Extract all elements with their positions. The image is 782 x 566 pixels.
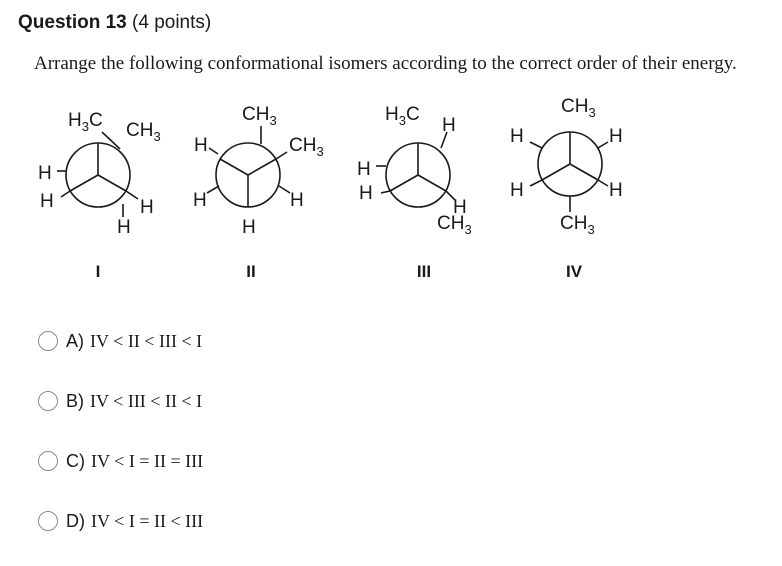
option-c[interactable] <box>38 448 203 474</box>
methyl-label: $CH_3$ <box>437 213 472 237</box>
hydrogen-label: H <box>609 180 623 201</box>
radio-button[interactable] <box>38 391 58 411</box>
hydrogen-label: H <box>510 126 524 147</box>
newman-projection-iii <box>376 132 455 207</box>
hydrogen-label: H <box>290 190 304 211</box>
option-text: IV < III < II < I <box>90 390 203 411</box>
option-letter: C) <box>66 450 85 471</box>
option-text: IV < I = II = III <box>91 450 204 471</box>
hydrogen-label: H <box>193 190 207 211</box>
option-text: IV < I = II < III <box>91 510 204 531</box>
option-text: IV < II < III < I <box>90 330 203 351</box>
hydrogen-label: H <box>38 163 52 184</box>
radio-button[interactable] <box>38 511 58 531</box>
option-letter: B) <box>66 390 84 411</box>
hydrogen-label: H <box>40 191 54 212</box>
methyl-label: $CH_3$ <box>561 96 596 120</box>
hydrogen-label: H <box>442 115 456 136</box>
isomer-label-i: I <box>95 262 101 281</box>
methyl-label: $CH_3$ <box>126 120 161 144</box>
hydrogen-label: H <box>140 197 154 218</box>
hydrogen-label: H <box>609 126 623 147</box>
hydrogen-label: H <box>357 159 371 180</box>
option-letter: A) <box>66 330 84 351</box>
newman-projection-iv <box>530 132 608 212</box>
radio-button[interactable] <box>38 451 58 471</box>
hydrogen-label: H <box>242 217 256 238</box>
option-a[interactable] <box>38 328 202 354</box>
isomer-label-iii: III <box>416 262 432 281</box>
methyl-label: $CH_3$ <box>242 104 277 128</box>
newman-projection-ii <box>207 126 290 207</box>
hydrogen-label: H <box>359 183 373 204</box>
hydrogen-label: H <box>117 217 131 238</box>
isomer-label-iv: IV <box>565 262 583 281</box>
option-d[interactable] <box>38 508 203 534</box>
methyl-label: $CH_3$ <box>560 213 595 237</box>
isomer-label-ii: II <box>246 262 256 281</box>
newman-projection-i <box>57 132 138 217</box>
option-letter: D) <box>66 510 85 531</box>
hydrogen-label: H <box>194 135 208 156</box>
hydrogen-label: H <box>453 197 467 218</box>
option-b[interactable] <box>38 388 202 414</box>
radio-button[interactable] <box>38 331 58 351</box>
methyl-label: $H_3C$ <box>385 104 420 128</box>
methyl-label: $CH_3$ <box>289 135 324 159</box>
methyl-label: $H_3C$ <box>68 110 103 134</box>
question-prompt: Arrange the following conformational isomers according to the correct order of their energy. <box>34 53 737 74</box>
question-number: Question 13 <box>18 12 127 33</box>
hydrogen-label: H <box>510 180 524 201</box>
question-points: (4 points) <box>132 12 212 33</box>
